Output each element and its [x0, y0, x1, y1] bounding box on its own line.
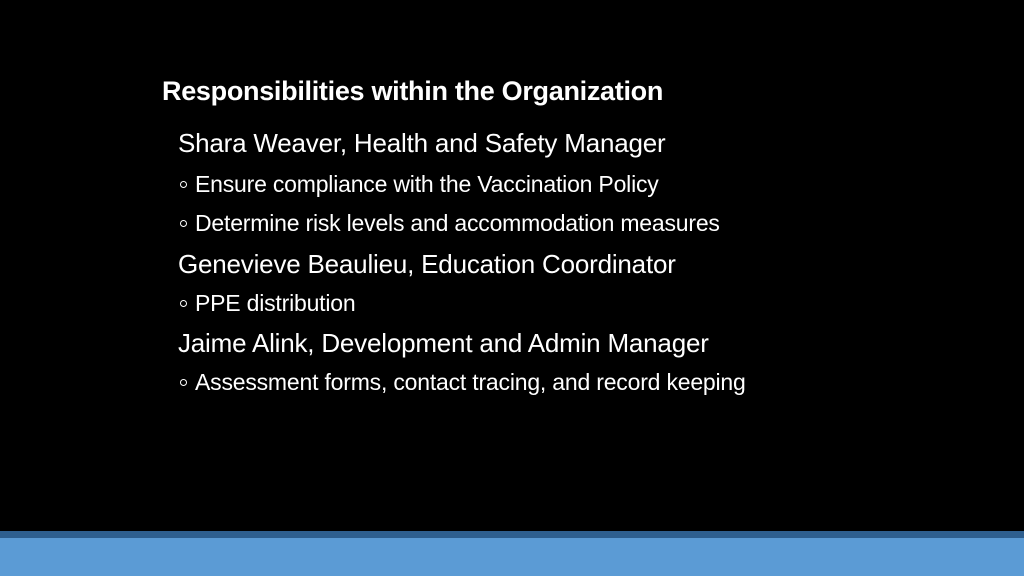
bullet-item [178, 369, 746, 396]
bullet-text: Determine risk levels and accommodation measures [195, 210, 720, 236]
person-genevieve-beaulieu: Genevieve Beaulieu, Education Coordinator [178, 249, 676, 279]
person-shara-weaver: Shara Weaver, Health and Safety Manager [178, 128, 666, 158]
bullet-item [178, 290, 355, 317]
bullet-item [178, 171, 659, 198]
hollow-circle-bullet-icon [180, 379, 187, 386]
bullet-text: PPE distribution [195, 290, 356, 316]
hollow-circle-bullet-icon [180, 300, 187, 307]
hollow-circle-bullet-icon [180, 181, 187, 188]
bullet-text: Assessment forms, contact tracing, and record keeping [195, 369, 746, 395]
slide-title: Responsibilities within the Organization [162, 76, 664, 106]
footer-accent-line [0, 531, 1024, 538]
bullet-text: Ensure compliance with the Vaccination Policy [195, 171, 659, 197]
person-jaime-alink: Jaime Alink, Development and Admin Manager [178, 328, 709, 358]
bullet-item [178, 210, 720, 237]
hollow-circle-bullet-icon [180, 220, 187, 227]
